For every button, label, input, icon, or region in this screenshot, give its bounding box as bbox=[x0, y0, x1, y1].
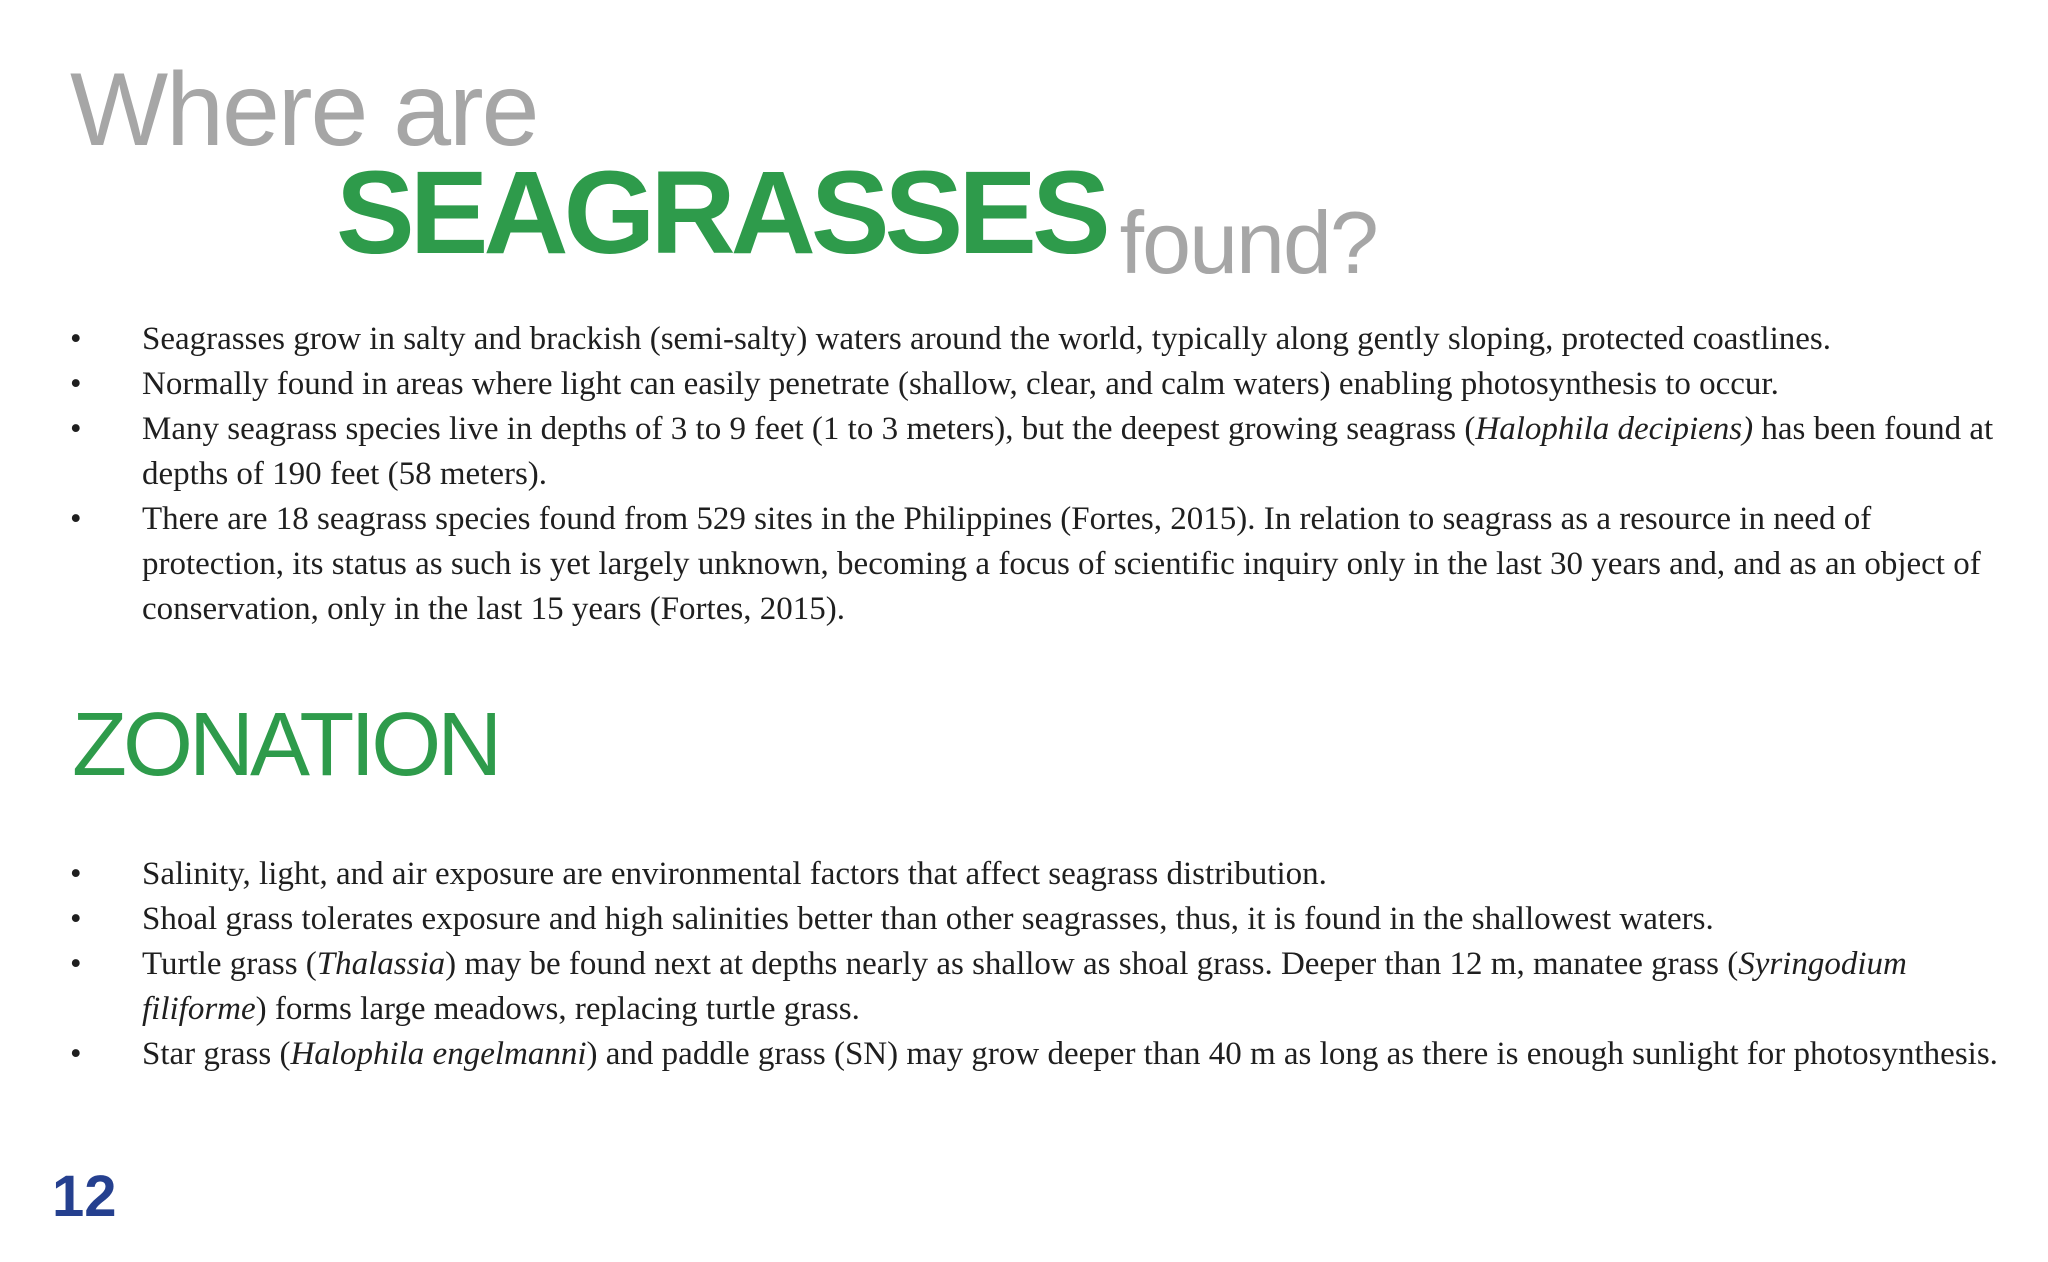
zonation-bullet-2 bbox=[70, 897, 2010, 942]
zonation-bullet-1 bbox=[70, 852, 2010, 897]
species-name-italic: Thalassia bbox=[316, 946, 446, 982]
bullet-text: Star grass ( bbox=[142, 1036, 291, 1072]
bullet-text-cont: has been found at depths of 190 feet (58 meters). bbox=[142, 411, 1994, 492]
where-bullet-2 bbox=[70, 362, 2010, 407]
bullet-text-cont: ) forms large meadows, replacing turtle grass. bbox=[255, 991, 860, 1027]
species-name-italic: Syringodium filiforme bbox=[142, 946, 1907, 1027]
bullet-text: Normally found in areas where light can easily penetrate (shallow, clear, and calm waters) enabling photosynthesis to occur. bbox=[142, 366, 1779, 402]
title-line-2 bbox=[336, 147, 1377, 292]
bullet-text: Shoal grass tolerates exposure and high salinities better than other seagrasses, thus, it is found in the shallowest waters. bbox=[142, 901, 1714, 937]
species-name-italic: Halophila engelmanni bbox=[290, 1036, 587, 1072]
zonation-bullet-4 bbox=[70, 1032, 2010, 1077]
bullet-text: There are 18 seagrass species found from 529 sites in the Philippines (Fortes, 2015). In relation to seagrass as a resource in need of protection, its status as such is yet largely unknown, becoming a focus of scientific inquiry only in the last 30 years and, and as an object of conservation, only in the last 15 years (Fortes, 2015). bbox=[142, 501, 1981, 627]
bullet-text-cont: ) and paddle grass (SN) may grow deeper than 40 m as long as there is enough sunlight for photosynthesis. bbox=[586, 1036, 1998, 1072]
bullet-text: Many seagrass species live in depths of 3 to 9 feet (1 to 3 meters), but the deepest growing seagrass ( bbox=[142, 411, 1476, 447]
page-number: 12 bbox=[52, 1164, 117, 1229]
title-seagrasses: SEAGRASSES bbox=[336, 147, 1106, 279]
where-bullet-4 bbox=[70, 497, 2010, 632]
bullet-text: Turtle grass ( bbox=[142, 946, 317, 982]
where-bullet-list bbox=[70, 317, 2010, 632]
bullet-text: Salinity, light, and air exposure are environmental factors that affect seagrass distribution. bbox=[142, 856, 1327, 892]
species-name-italic: Halophila decipiens) bbox=[1475, 411, 1754, 447]
bullet-text-cont: ) may be found next at depths nearly as shallow as shoal grass. Deeper than 12 m, manatee grass ( bbox=[445, 946, 1739, 982]
where-bullet-3 bbox=[70, 407, 2010, 497]
bullet-text: Seagrasses grow in salty and brackish (semi-salty) waters around the world, typically along gently sloping, protected coastlines. bbox=[142, 321, 1831, 357]
where-bullet-1 bbox=[70, 317, 2010, 362]
zonation-bullet-3 bbox=[70, 942, 2010, 1032]
title-found: found? bbox=[1119, 193, 1377, 292]
zonation-heading: ZONATION bbox=[72, 695, 499, 795]
zonation-bullet-list bbox=[70, 852, 2010, 1077]
title-where-are: Where are bbox=[70, 52, 538, 168]
